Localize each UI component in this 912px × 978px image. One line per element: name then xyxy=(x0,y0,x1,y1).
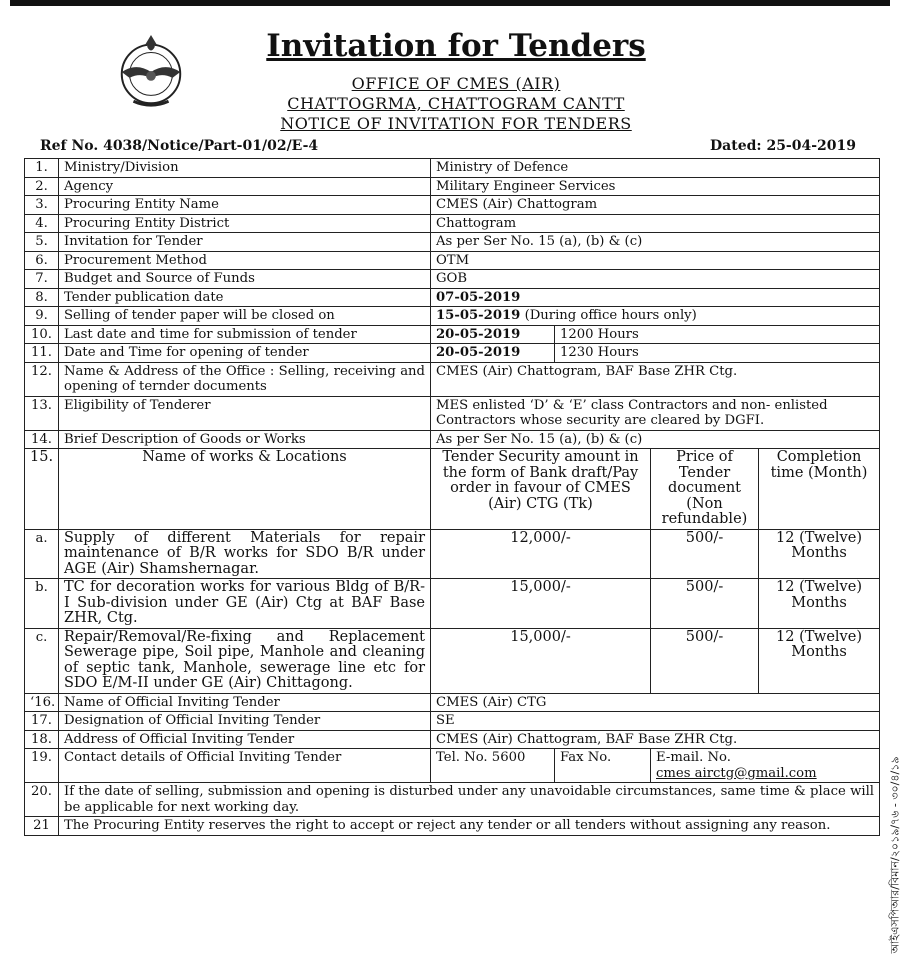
row-number: 3. xyxy=(25,196,59,215)
row-value xyxy=(431,307,880,326)
row-number: 20. xyxy=(25,783,59,817)
contact-fax: Fax No. xyxy=(555,749,651,783)
document-date: Dated: 25-04-2019 xyxy=(710,138,856,154)
work-security: 15,000/- xyxy=(431,579,651,629)
row-number: 18. xyxy=(25,730,59,749)
work-completion: 12 (Twelve) Months xyxy=(759,628,880,693)
work-price: 500/- xyxy=(651,529,759,579)
row-label: Address of Official Inviting Tender xyxy=(59,730,431,749)
security-header: Tender Security amount in the form of Bank draft/Pay order in favour of CMES (Air) CTG (Tk) xyxy=(431,449,651,530)
note-row xyxy=(25,817,880,836)
row-number: ‘16. xyxy=(25,693,59,712)
note-row xyxy=(25,783,880,817)
table-row xyxy=(25,251,880,270)
table-row xyxy=(25,712,880,731)
row-value: CMES (Air) CTG xyxy=(431,693,880,712)
row-time: 1200 Hours xyxy=(555,325,880,344)
work-completion: 12 (Twelve) Months xyxy=(759,529,880,579)
office-name: OFFICE OF CMES (AIR) xyxy=(351,74,561,93)
office-location: CHATTOGRMA, CHATTOGRAM CANTT xyxy=(287,94,625,113)
contact-tel: Tel. No. 5600 xyxy=(431,749,555,783)
row-note: (During office hours only) xyxy=(524,308,697,323)
row-value: As per Ser No. 15 (a), (b) & (c) xyxy=(431,430,880,449)
price-header: Price of Tender document (Non refundable) xyxy=(651,449,759,530)
table-row xyxy=(25,730,880,749)
row-label: Name & Address of the Office : Selling, receiving and opening of ternder documents xyxy=(59,362,431,396)
work-price: 500/- xyxy=(651,579,759,629)
row-label: Procuring Entity Name xyxy=(59,196,431,215)
row-number: 21 xyxy=(25,817,59,836)
note-text: The Procuring Entity reserves the right to accept or reject any tender or all tenders without assigning any reason. xyxy=(59,817,880,836)
works-row xyxy=(25,628,880,693)
row-value: CMES (Air) Chattogram xyxy=(431,196,880,215)
row-label: Ministry/Division xyxy=(59,159,431,178)
work-name: TC for decoration works for various Bldg of B/R-I Sub-division under GE (Air) Ctg at BAF Base ZHR, Ctg. xyxy=(59,579,431,629)
table-row xyxy=(25,196,880,215)
table-row xyxy=(25,344,880,363)
row-value: GOB xyxy=(431,270,880,289)
row-label: Procurement Method xyxy=(59,251,431,270)
row-number: 14. xyxy=(25,430,59,449)
row-number: c. xyxy=(25,628,59,693)
row-value: Chattogram xyxy=(431,214,880,233)
top-border-bar xyxy=(10,0,890,6)
work-name: Supply of different Materials for repair maintenance of B/R works for SDO B/R under AGE (Air) Shamshernagar. xyxy=(59,529,431,579)
row-label: Contact details of Official Inviting Tender xyxy=(59,749,431,783)
row-number: 11. xyxy=(25,344,59,363)
row-label: Procuring Entity District xyxy=(59,214,431,233)
work-completion: 12 (Twelve) Months xyxy=(759,579,880,629)
row-value: 20-05-2019 xyxy=(431,325,555,344)
row-value: Ministry of Defence xyxy=(431,159,880,178)
row-value: Military Engineer Services xyxy=(431,177,880,196)
table-row xyxy=(25,288,880,307)
row-value: CMES (Air) Chattogram, BAF Base ZHR Ctg. xyxy=(431,730,880,749)
row-time: 1230 Hours xyxy=(555,344,880,363)
table-row xyxy=(25,270,880,289)
table-row xyxy=(25,214,880,233)
row-label: Invitation for Tender xyxy=(59,233,431,252)
table-row xyxy=(25,430,880,449)
row-number: 15. xyxy=(25,449,59,530)
row-value: CMES (Air) Chattogram, BAF Base ZHR Ctg. xyxy=(431,362,880,396)
row-number: 17. xyxy=(25,712,59,731)
row-number: a. xyxy=(25,529,59,579)
row-label: Brief Description of Goods or Works xyxy=(59,430,431,449)
table-row xyxy=(25,307,880,326)
works-row xyxy=(25,579,880,629)
table-row xyxy=(25,233,880,252)
work-price: 500/- xyxy=(651,628,759,693)
row-number: 1. xyxy=(25,159,59,178)
note-text: If the date of selling, submission and opening is disturbed under any unavoidable circumstances, same time & place will be applicable for next working day. xyxy=(59,783,880,817)
row-number: 8. xyxy=(25,288,59,307)
table-row xyxy=(25,396,880,430)
row-label: Date and Time for opening of tender xyxy=(59,344,431,363)
email-value: cmes airctg@gmail.com xyxy=(656,765,817,781)
row-label: Selling of tender paper will be closed on xyxy=(59,307,431,326)
row-label: Eligibility of Tenderer xyxy=(59,396,431,430)
row-value: OTM xyxy=(431,251,880,270)
row-label: Tender publication date xyxy=(59,288,431,307)
tender-table xyxy=(24,158,880,836)
row-number: 7. xyxy=(25,270,59,289)
work-security: 12,000/- xyxy=(431,529,651,579)
table-row xyxy=(25,159,880,178)
row-number: 5. xyxy=(25,233,59,252)
work-security: 15,000/- xyxy=(431,628,651,693)
table-row xyxy=(25,177,880,196)
row-label: Designation of Official Inviting Tender xyxy=(59,712,431,731)
notice-heading: NOTICE OF INVITATION FOR TENDERS xyxy=(280,114,632,133)
completion-header: Completion time (Month) xyxy=(759,449,880,530)
row-date: 15-05-2019 xyxy=(436,308,521,323)
side-note-text: আইএসপিআর/বিমান/২০১৯/৭৬ - ৩০/৪/১৯ xyxy=(888,756,902,954)
row-value: 20-05-2019 xyxy=(431,344,555,363)
row-number: b. xyxy=(25,579,59,629)
contact-row xyxy=(25,749,880,783)
reference-number: Ref No. 4038/Notice/Part-01/02/E-4 xyxy=(40,138,319,154)
work-name: Repair/Removal/Re-fixing and Replacement Sewerage pipe, Soil pipe, Manhole and cleaning of septic tank, Manhole, sewerage line etc for SDO E/M-II under GE (Air) Chittagong. xyxy=(59,628,431,693)
row-number: 4. xyxy=(25,214,59,233)
contact-email xyxy=(651,749,880,783)
table-row xyxy=(25,362,880,396)
email-label: E-mail. No. xyxy=(656,750,731,765)
table-row xyxy=(25,693,880,712)
row-label: Name of Official Inviting Tender xyxy=(59,693,431,712)
row-value: SE xyxy=(431,712,880,731)
row-number: 9. xyxy=(25,307,59,326)
row-number: 6. xyxy=(25,251,59,270)
row-number: 2. xyxy=(25,177,59,196)
works-row xyxy=(25,529,880,579)
row-number: 10. xyxy=(25,325,59,344)
side-reference-note xyxy=(886,740,906,970)
row-number: 13. xyxy=(25,396,59,430)
row-label: Budget and Source of Funds xyxy=(59,270,431,289)
row-value: MES enlisted ‘D’ & ‘E’ class Contractors and non- enlisted Contractors whose security are cleared by DGFI. xyxy=(431,396,880,430)
table-row xyxy=(25,325,880,344)
row-label: Last date and time for submission of tender xyxy=(59,325,431,344)
row-label: Agency xyxy=(59,177,431,196)
works-header-row xyxy=(25,449,880,530)
row-number: 19. xyxy=(25,749,59,783)
works-name-header: Name of works & Locations xyxy=(59,449,431,530)
row-number: 12. xyxy=(25,362,59,396)
row-value: 07-05-2019 xyxy=(431,288,880,307)
row-value: As per Ser No. 15 (a), (b) & (c) xyxy=(431,233,880,252)
document-title: Invitation for Tenders xyxy=(266,28,646,64)
